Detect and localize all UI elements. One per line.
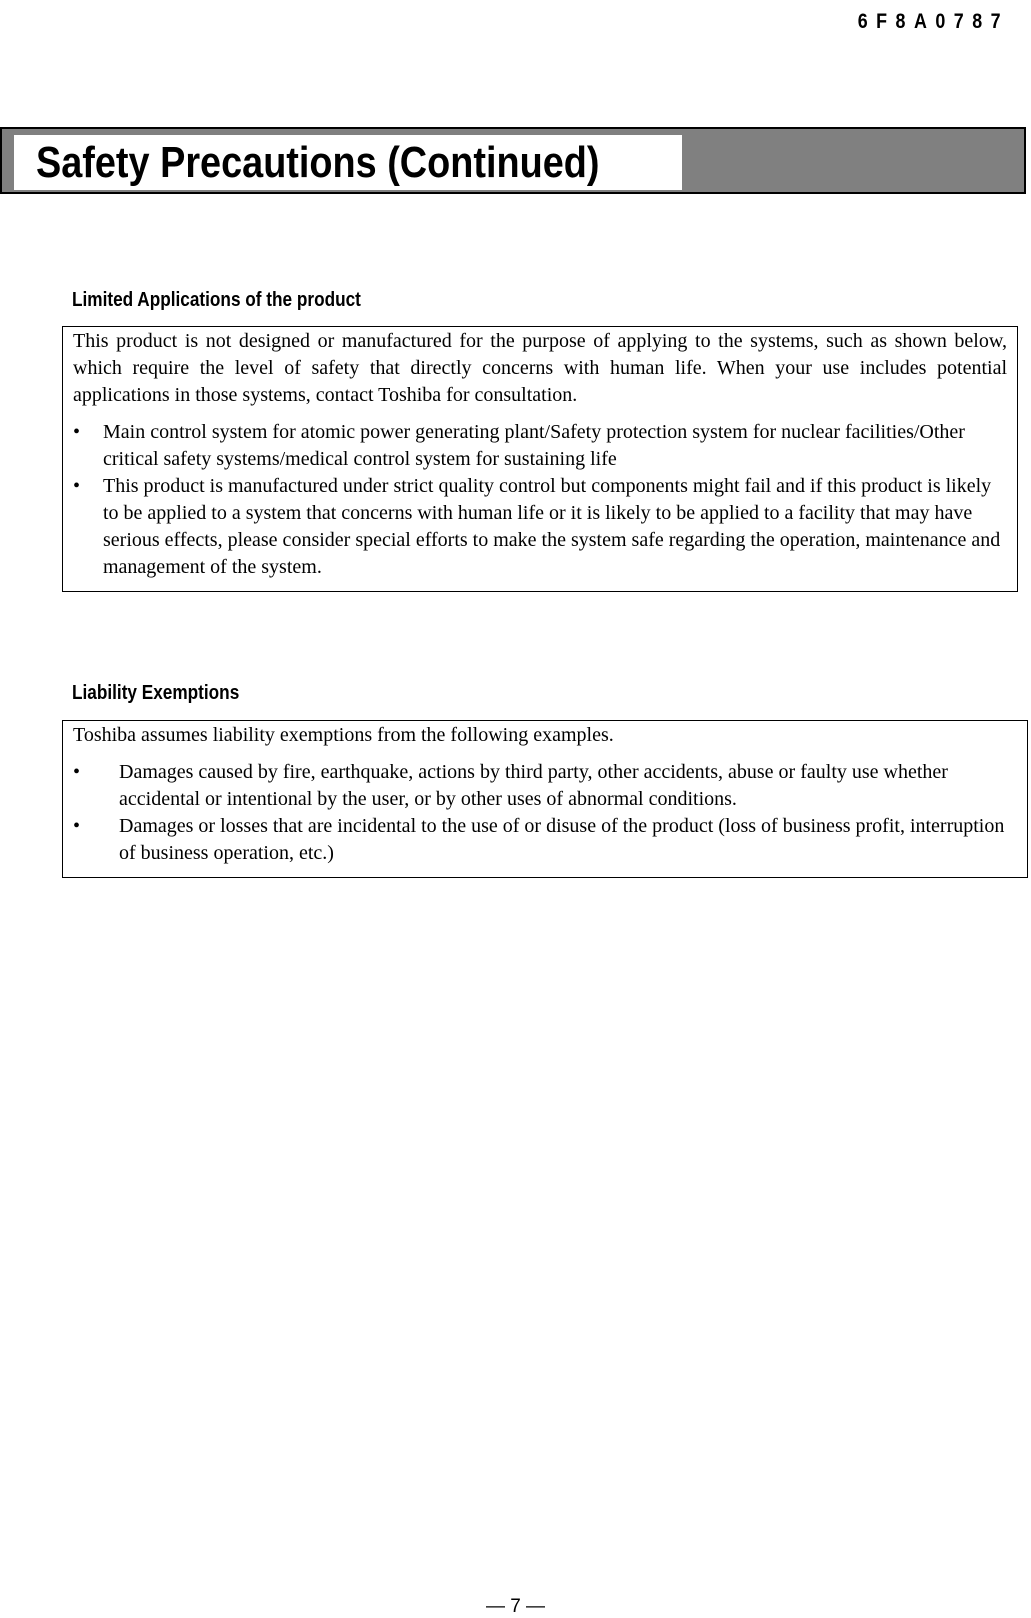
title-banner <box>0 127 1026 194</box>
section-heading-liability-exemptions: Liability Exemptions <box>72 682 240 704</box>
limited-applications-box <box>62 326 1018 592</box>
section-heading-limited-applications: Limited Applications of the product <box>72 289 361 311</box>
list-item-text: Damages or losses that are incidental to the use of or disuse of the product (loss of business profit, interruption of business operation, etc.) <box>119 815 1005 864</box>
liability-exemptions-list <box>73 759 1017 867</box>
liability-exemptions-box <box>62 720 1028 878</box>
bullet-icon: • <box>73 761 81 783</box>
list-item <box>73 473 1007 581</box>
page-number: — 7 — <box>485 1596 546 1617</box>
bullet-icon: • <box>73 475 81 497</box>
list-item <box>73 813 1017 867</box>
list-item <box>73 759 1017 813</box>
liability-exemptions-intro: Toshiba assumes liability exemptions from the following examples. <box>73 724 614 746</box>
list-item <box>73 419 1007 473</box>
list-item-text: Damages caused by fire, earthquake, actions by third party, other accidents, abuse or faulty use whether accidental or intentional by the user, or by other uses of abnormal conditions. <box>119 761 948 810</box>
list-item-text: This product is manufactured under strict quality control but components might fail and if this product is likely to be applied to a system that concerns with human life or it is likely to be applied to a facility that may have serious effects, please consider special efforts to make the system safe regarding the operation, maintenance and management of the system. <box>103 475 1001 578</box>
limited-applications-list <box>73 419 1007 581</box>
bullet-icon: • <box>73 421 81 443</box>
bullet-icon: • <box>73 815 81 837</box>
list-item-text: Main control system for atomic power generating plant/Safety protection system for nuclear facilities/Other critical safety systems/medical control system for sustaining life <box>103 421 965 470</box>
document-code: 6F8A0787 <box>857 10 1009 33</box>
page-title: Safety Precautions (Continued) <box>36 138 600 187</box>
title-box <box>14 135 682 190</box>
limited-applications-intro: This product is not designed or manufactured for the purpose of applying to the systems, such as shown below, which require the level of safety that directly concerns with human life. When your use includes potential applications in those systems, contact Toshiba for consultation. <box>73 330 1007 406</box>
